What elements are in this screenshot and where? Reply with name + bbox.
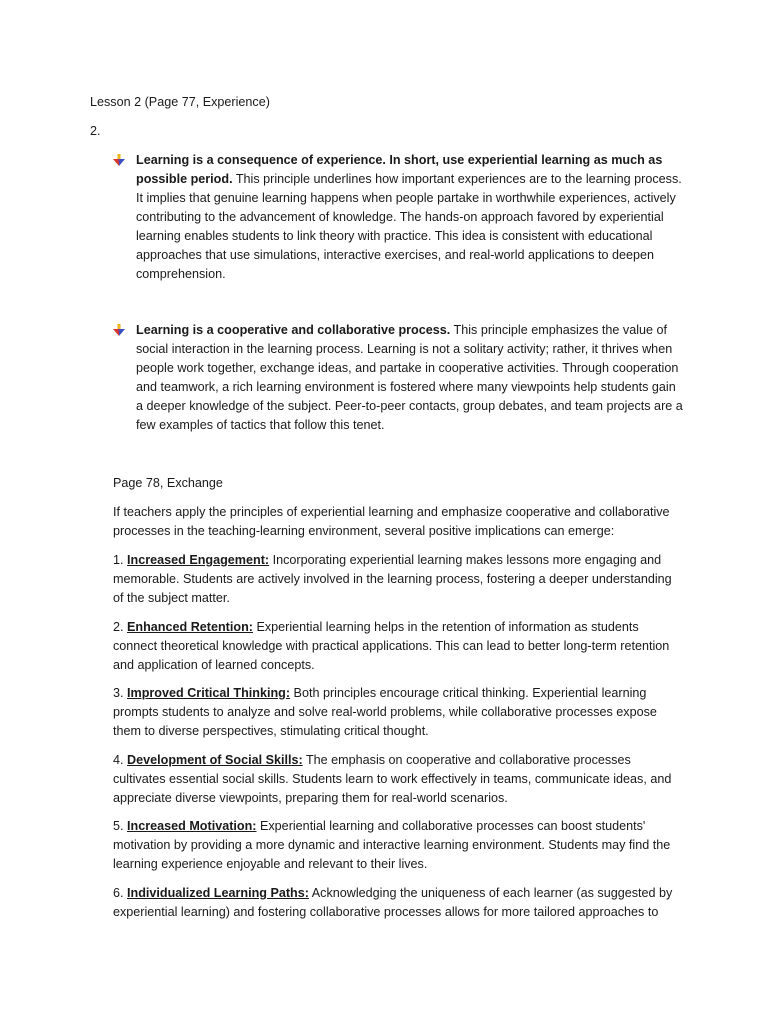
bullet-item <box>113 151 683 284</box>
implication-text: Experiential learning helps in the retention of information as students connect theoretical knowledge with practical applications. This can lead to better long-term retention and application of learned concepts. <box>113 620 670 672</box>
implication-text: Experiential learning and collaborative processes can boost students' motivation by providing a more dynamic and interactive learning environment. Students may find the learning experience enjoyable and relevant to their lives. <box>113 819 671 871</box>
implication-item <box>113 817 683 874</box>
bullet-lead: Learning is a cooperative and collaborative process. <box>136 323 451 337</box>
question-number: 2. <box>90 124 101 138</box>
bullet-lead: Learning is a consequence of experience. In short, use experiential learning as much as possible period. <box>136 153 663 186</box>
implication-text: Both principles encourage critical thinking. Experiential learning prompts students to analyze and solve real-world problems, while collaborative processes expose them to diverse perspectives, stimulating critical thought. <box>113 686 657 738</box>
bullet-item <box>113 321 683 435</box>
arrow-down-bullet-icon <box>113 154 125 166</box>
implication-number: 6. <box>113 886 128 900</box>
implication-label: Development of Social Skills: <box>127 753 303 767</box>
bullet-paragraph <box>136 151 683 284</box>
implication-item <box>113 884 683 922</box>
implication-item <box>113 751 683 808</box>
implication-text: The emphasis on cooperative and collaborative processes cultivates essential social skills. Students learn to work effectively in teams, communicate ideas, and appreciate diverse viewpoints, preparing them for real-world scenarios. <box>113 753 672 805</box>
implication-number: 3. <box>113 686 128 700</box>
implication-number: 5. <box>113 819 128 833</box>
implication-label: Increased Engagement: <box>127 553 270 567</box>
arrow-down-bullet-icon <box>113 324 125 336</box>
implication-label: Enhanced Retention: <box>127 620 253 634</box>
implication-label: Individualized Learning Paths: <box>127 886 309 900</box>
implication-text: Acknowledging the uniqueness of each learner (as suggested by experiential learning) and fostering collaborative processes allows for more tailored approaches to <box>113 886 673 919</box>
bullet-body: This principle emphasizes the value of social interaction in the learning process. Learning is not a solitary activity; rather, it thrives when people work together, exchange ideas, and partake in cooperative activities. Through cooperation and teamwork, a rich learning environment is fostered where many viewpoints help students gain a deeper knowledge of the subject. Peer-to-peer contacts, group debates, and team projects are a few examples of tactics that follow this tenet. <box>136 323 683 432</box>
implication-text: Incorporating experiential learning makes lessons more engaging and memorable. Students are actively involved in the learning process, fostering a deeper understanding of the subject matter. <box>113 553 672 605</box>
intro-paragraph: If teachers apply the principles of experiential learning and emphasize cooperative and collaborative processes in the teaching-learning environment, several positive implications can emerge: <box>113 505 670 538</box>
bullet-paragraph <box>136 321 683 435</box>
bullet-body: This principle underlines how important experiences are to the learning process. It implies that genuine learning happens when people partake in worthwhile experiences, actively contributing to the advancement of knowledge. The hands-on approach favored by experiential learning enables students to link theory with practice. This idea is consistent with educational approaches that use simulations, interactive exercises, and real-world applications to deepen comprehension. <box>136 172 682 281</box>
implication-number: 4. <box>113 753 128 767</box>
implication-item <box>113 684 683 741</box>
implication-item <box>113 551 683 608</box>
section-heading: Page 78, Exchange <box>113 476 223 490</box>
implication-label: Improved Critical Thinking: <box>127 686 291 700</box>
lesson-title: Lesson 2 (Page 77, Experience) <box>90 95 270 109</box>
implication-number: 1. <box>113 553 128 567</box>
implication-label: Increased Motivation: <box>127 819 257 833</box>
implication-item <box>113 618 683 675</box>
implication-number: 2. <box>113 620 128 634</box>
